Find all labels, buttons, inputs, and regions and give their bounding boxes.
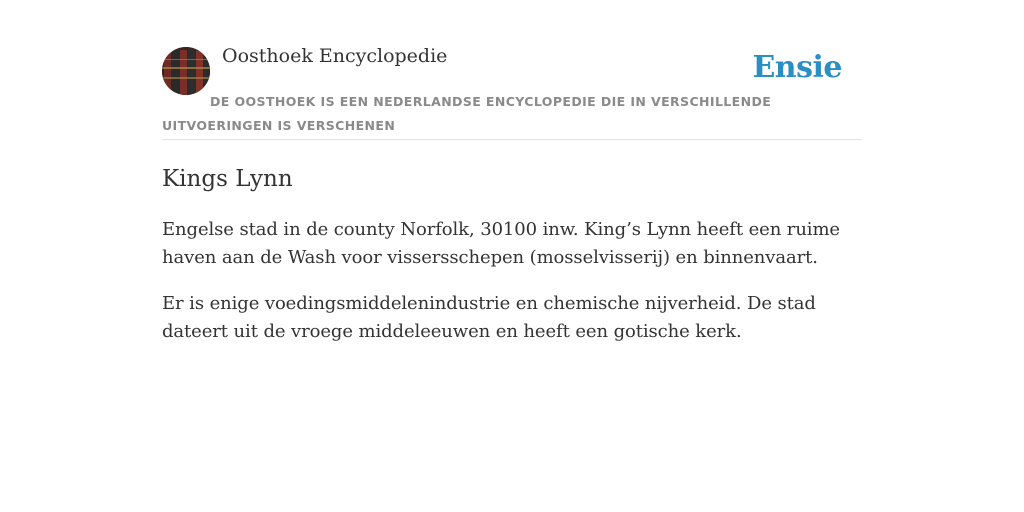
article-title: Kings Lynn — [162, 166, 293, 192]
books-icon — [162, 47, 210, 95]
encyclopedia-books-avatar[interactable] — [162, 47, 210, 95]
article-paragraph-1: Engelse stad in de county Norfolk, 30100 inw. King’s Lynn heeft een ruime haven aan de Wash voor vissersschepen (mosselvisserij) en binnenvaart. — [162, 219, 840, 268]
page-container — [162, 0, 862, 346]
site-tagline: DE OOSTHOEK IS EEN NEDERLANDSE ENCYCLOPEDIE DIE IN VERSCHILLENDE UITVOERINGEN IS VERSCHENEN — [162, 94, 772, 133]
site-header — [162, 0, 862, 140]
site-name[interactable]: Oosthoek Encyclopedie — [222, 45, 448, 67]
article-paragraph-2: Er is enige voedingsmiddelenindustrie en chemische nijverheid. De stad dateert uit de vroege middeleeuwen en heeft een gotische kerk. — [162, 293, 816, 342]
ensie-logo-link[interactable]: Ensie — [752, 50, 842, 85]
